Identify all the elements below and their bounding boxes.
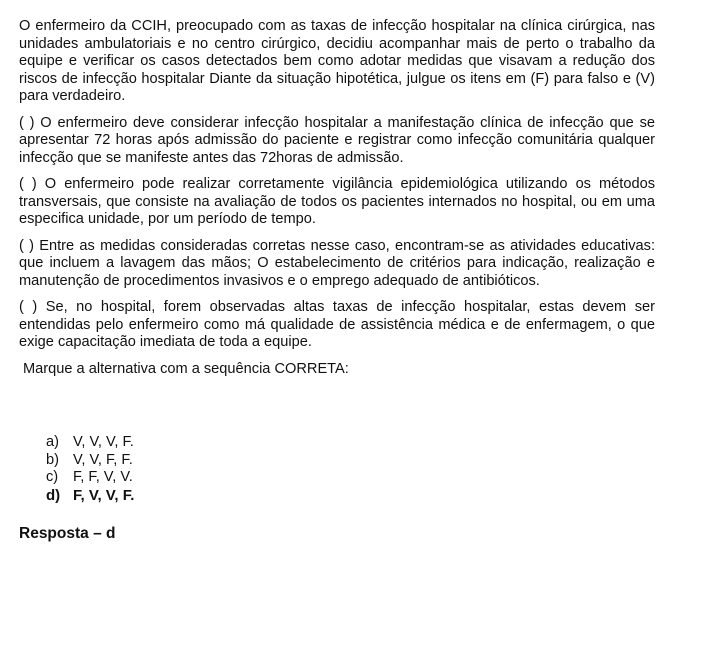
option-d-correct bbox=[46, 487, 134, 505]
statement-item-3: ( ) Entre as medidas consideradas corretas nesse caso, encontram-se as atividades educativas: que incluem a lavagem das mãos; O estabelecimento de critérios para indicação, realização e manutenção de procedimentos invasivos e o emprego adequado de antibióticos. bbox=[19, 237, 655, 289]
option-letter: a) bbox=[46, 434, 59, 450]
option-a bbox=[46, 434, 134, 452]
statement-item-1: ( ) O enfermeiro deve considerar infecção hospitalar a manifestação clínica de infecção que se apresentar 72 horas após admissão do paciente e registrar como infecção comunitária qualquer infecção que se manifeste antes das 72horas de admissão. bbox=[19, 114, 655, 166]
option-letter: c) bbox=[46, 469, 59, 485]
option-text: F, F, V, V. bbox=[73, 469, 133, 485]
option-text: V, V, V, F. bbox=[73, 434, 134, 450]
statement-item-4: ( ) Se, no hospital, forem observadas altas taxas de infecção hospitalar, estas devem ser entendidas pelo enfermeiro como má qualidade de assistência médica e de enfermagem, o que exige capacitação imediata de toda a equipe. bbox=[19, 299, 655, 350]
question-intro: O enfermeiro da CCIH, preocupado com as taxas de infecção hospitalar na clínica cirúrgica, nas unidades ambulatoriais e no centro cirúrgico, decidiu acompanhar mais de perto o trabalho da equipe e verificar os casos detectados bem como adotar medidas que visavam a redução dos riscos de infecção hospitalar Diante da situação hipotética, julgue os itens em (F) para falso e (V) para verdadeiro. bbox=[19, 18, 655, 104]
question-prompt: Marque a alternativa com a sequência CORRETA: bbox=[23, 360, 349, 377]
option-b bbox=[46, 452, 134, 470]
question-document bbox=[19, 18, 655, 378]
answer-options-list bbox=[46, 434, 134, 504]
option-c bbox=[46, 469, 134, 487]
option-text: V, V, F, F. bbox=[73, 451, 133, 468]
answer-line: Resposta – d bbox=[19, 525, 116, 542]
option-text: F, V, V, F. bbox=[73, 486, 135, 504]
option-letter: d) bbox=[46, 486, 61, 504]
statement-item-2: ( ) O enfermeiro pode realizar corretamente vigilância epidemiológica utilizando os métodos transversais, que consiste na avaliação de todos os pacientes internados no hospital, ou em uma especifica unidade, por um período de tempo. bbox=[19, 176, 655, 227]
option-letter: b) bbox=[46, 451, 59, 468]
